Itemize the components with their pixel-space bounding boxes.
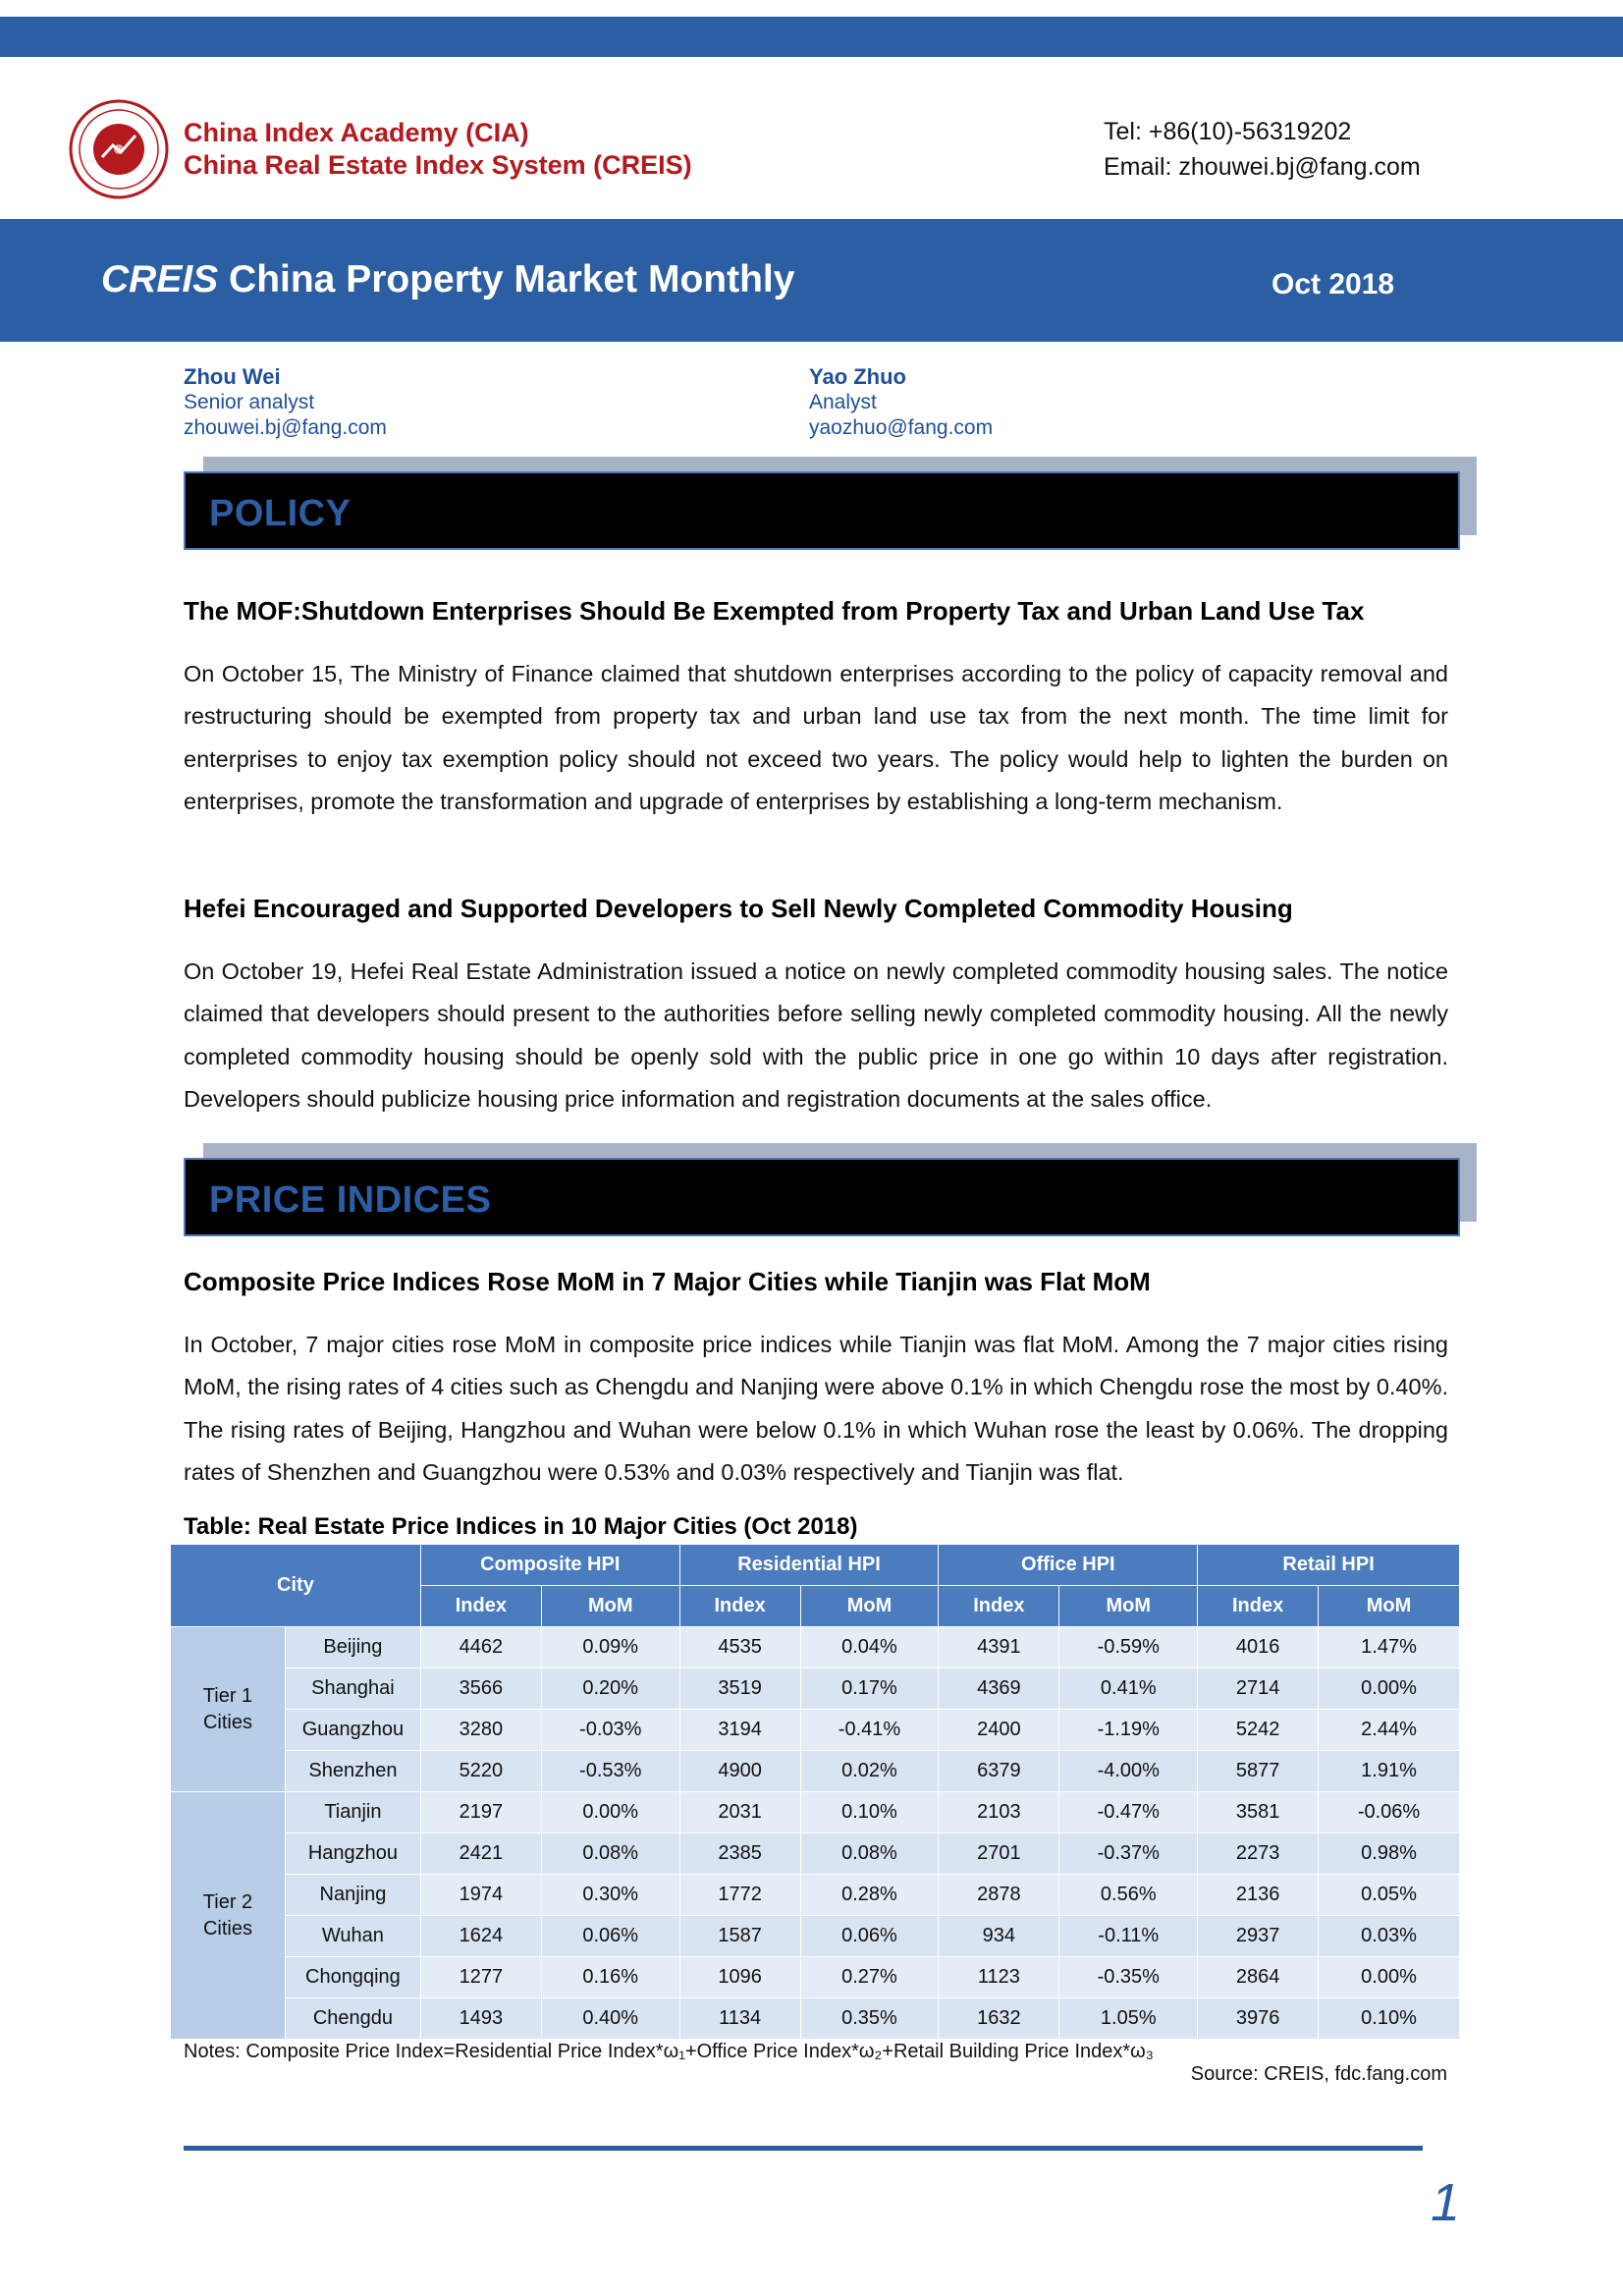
table-cell: 1624 <box>420 1916 541 1957</box>
table-cell: -0.06% <box>1319 1792 1460 1833</box>
table-cell: -0.11% <box>1059 1916 1198 1957</box>
table-cell: 0.00% <box>1319 1957 1460 1998</box>
table-cell: 0.06% <box>800 1916 939 1957</box>
sub-header: Index <box>1198 1586 1319 1627</box>
table-cell: 2136 <box>1198 1875 1319 1916</box>
table-cell: 2385 <box>679 1833 800 1875</box>
group-header: Retail HPI <box>1198 1545 1460 1586</box>
table-cell: 0.30% <box>541 1875 679 1916</box>
author-2 <box>809 364 993 441</box>
table-cell: 0.10% <box>800 1792 939 1833</box>
table-cell: 0.41% <box>1059 1668 1198 1710</box>
table-cell: 0.17% <box>800 1668 939 1710</box>
policy-heading-1: The MOF:Shutdown Enterprises Should Be Exempted from Property Tax and Urban Land Use Tax <box>184 596 1365 626</box>
policy-heading-2: Hefei Encouraged and Supported Developers to Sell Newly Completed Commodity Housing <box>184 894 1293 923</box>
table-cell: 0.03% <box>1319 1916 1460 1957</box>
title-prefix: CREIS <box>101 258 219 301</box>
table-cell: 1632 <box>939 1998 1059 2040</box>
table-cell: 0.02% <box>800 1751 939 1792</box>
author-name: Yao Zhuo <box>809 364 906 389</box>
table-cell: 1123 <box>939 1957 1059 1998</box>
city-name: Guangzhou <box>285 1710 420 1751</box>
table-row <box>171 1833 1460 1875</box>
table-row <box>171 1627 1460 1668</box>
org-line-2: China Real Estate Index System (CREIS) <box>184 150 692 180</box>
table-cell: 0.40% <box>541 1998 679 2040</box>
table-cell: 4369 <box>939 1668 1059 1710</box>
city-name: Shanghai <box>285 1668 420 1710</box>
author-1 <box>184 364 387 441</box>
table-cell: -4.00% <box>1059 1751 1198 1792</box>
table-cell: 3519 <box>679 1668 800 1710</box>
city-name: Shenzhen <box>285 1751 420 1792</box>
cia-seal-logo <box>65 98 173 200</box>
table-row <box>171 1916 1460 1957</box>
table-cell: 2864 <box>1198 1957 1319 1998</box>
sub-header: MoM <box>800 1586 939 1627</box>
title-rest: China Property Market Monthly <box>218 258 795 301</box>
table-cell: 1096 <box>679 1957 800 1998</box>
price-index-table <box>170 1544 1460 2040</box>
table-notes: Notes: Composite Price Index=Residential Price Index*ω₁+Office Price Index*ω₂+Retail Building Price Index*ω₃ <box>184 2041 1154 2062</box>
policy-paragraph-1: On October 15, The Ministry of Finance claimed that shutdown enterprises according to the policy of capacity removal and restructuring should be exempted from property tax and urban land use tax from the next month. The time limit for enterprises to enjoy tax exemption policy should not exceed two years. The policy would help to lighten the burden on enterprises, promote the transformation and upgrade of enterprises by establishing a long-term mechanism. <box>184 661 1448 814</box>
table-cell: 2878 <box>939 1875 1059 1916</box>
table-cell: 1772 <box>679 1875 800 1916</box>
table-cell: 0.05% <box>1319 1875 1460 1916</box>
table-cell: 934 <box>939 1916 1059 1957</box>
table-cell: 0.00% <box>541 1792 679 1833</box>
policy-paragraph-2: On October 19, Hefei Real Estate Administration issued a notice on newly completed commodity housing sales. The notice claimed that developers should present to the authorities before selling newly completed commodity housing. All the newly completed commodity housing should be openly sold with the public price in one go within 10 days after registration. Developers should publicize housing price information and registration documents at the sales office. <box>184 958 1448 1112</box>
table-cell: -0.37% <box>1059 1833 1198 1875</box>
footer-line <box>184 2146 1423 2151</box>
table-cell: 0.06% <box>541 1916 679 1957</box>
table-cell: -0.59% <box>1059 1627 1198 1668</box>
city-name: Chongqing <box>285 1957 420 1998</box>
tier-label: Tier 2 Cities <box>171 1792 286 2040</box>
email-link[interactable]: Email: zhouwei.bj@fang.com <box>1104 153 1421 181</box>
table-cell: -1.19% <box>1059 1710 1198 1751</box>
table-row <box>171 1998 1460 2040</box>
table-cell: 3976 <box>1198 1998 1319 2040</box>
author-name: Zhou Wei <box>184 364 281 389</box>
section-label: PRICE INDICES <box>209 1179 492 1221</box>
table-cell: 0.20% <box>541 1668 679 1710</box>
city-name: Beijing <box>285 1627 420 1668</box>
table-cell: 1.91% <box>1319 1751 1460 1792</box>
table-cell: 4016 <box>1198 1627 1319 1668</box>
table-cell: 1.05% <box>1059 1998 1198 2040</box>
table-cell: 2273 <box>1198 1833 1319 1875</box>
table-cell: -0.35% <box>1059 1957 1198 1998</box>
table-cell: 2.44% <box>1319 1710 1460 1751</box>
sub-header: Index <box>939 1586 1059 1627</box>
tier-label: Tier 1 Cities <box>171 1627 286 1792</box>
organization-name <box>184 117 692 182</box>
title-band <box>0 219 1623 342</box>
table-cell: 3581 <box>1198 1792 1319 1833</box>
group-header: Composite HPI <box>420 1545 679 1586</box>
table-cell: 5877 <box>1198 1751 1319 1792</box>
table-cell: 0.08% <box>800 1833 939 1875</box>
table-cell: 0.28% <box>800 1875 939 1916</box>
table-cell: 2701 <box>939 1833 1059 1875</box>
table-cell: 0.08% <box>541 1833 679 1875</box>
table-cell: 2400 <box>939 1710 1059 1751</box>
table-title: Table: Real Estate Price Indices in 10 Major Cities (Oct 2018) <box>184 1513 858 1540</box>
table-cell: 1134 <box>679 1998 800 2040</box>
table-cell: -0.47% <box>1059 1792 1198 1833</box>
table-cell: 0.09% <box>541 1627 679 1668</box>
table-row <box>171 1792 1460 1833</box>
price-heading-1: Composite Price Indices Rose MoM in 7 Major Cities while Tianjin was Flat MoM <box>184 1267 1151 1296</box>
table-cell: 1.47% <box>1319 1627 1460 1668</box>
author-email[interactable]: yaozhuo@fang.com <box>809 416 994 439</box>
group-header: Residential HPI <box>679 1545 939 1586</box>
city-name: Wuhan <box>285 1916 420 1957</box>
table-cell: 4535 <box>679 1627 800 1668</box>
policy-section-header <box>184 471 1460 550</box>
top-bar <box>0 17 1623 57</box>
section-label: POLICY <box>209 493 352 534</box>
table-cell: 2937 <box>1198 1916 1319 1957</box>
table-header-row <box>171 1545 1460 1586</box>
table-cell: 1493 <box>420 1998 541 2040</box>
table-row <box>171 1875 1460 1916</box>
sub-header: MoM <box>1059 1586 1198 1627</box>
table-cell: 3566 <box>420 1668 541 1710</box>
sub-header: MoM <box>1319 1586 1460 1627</box>
report-date: Oct 2018 <box>1271 268 1395 301</box>
table-cell: 2197 <box>420 1792 541 1833</box>
price-section-header <box>184 1158 1460 1236</box>
author-role: Senior analyst <box>184 391 315 413</box>
author-role: Analyst <box>809 391 877 413</box>
table-row <box>171 1751 1460 1792</box>
table-cell: 4391 <box>939 1627 1059 1668</box>
city-header: City <box>171 1545 421 1627</box>
sub-header: Index <box>420 1586 541 1627</box>
table-cell: 0.10% <box>1319 1998 1460 2040</box>
table-cell: 0.04% <box>800 1627 939 1668</box>
table-cell: 0.98% <box>1319 1833 1460 1875</box>
page-number: 1 <box>1431 2173 1461 2232</box>
sub-header: Index <box>679 1586 800 1627</box>
table-row <box>171 1957 1460 1998</box>
city-name: Nanjing <box>285 1875 420 1916</box>
city-name: Chengdu <box>285 1998 420 2040</box>
table-cell: 2714 <box>1198 1668 1319 1710</box>
sub-header: MoM <box>541 1586 679 1627</box>
telephone: Tel: +86(10)-56319202 <box>1104 118 1352 145</box>
table-cell: -0.03% <box>541 1710 679 1751</box>
table-cell: 0.35% <box>800 1998 939 2040</box>
table-cell: 4900 <box>679 1751 800 1792</box>
group-header: Office HPI <box>939 1545 1198 1586</box>
table-cell: -0.41% <box>800 1710 939 1751</box>
table-cell: 0.56% <box>1059 1875 1198 1916</box>
contact-info <box>1104 114 1421 185</box>
table-cell: 5220 <box>420 1751 541 1792</box>
table-row <box>171 1668 1460 1710</box>
table-cell: 2421 <box>420 1833 541 1875</box>
section-box <box>184 471 1460 550</box>
price-paragraph-1: In October, 7 major cities rose MoM in composite price indices while Tianjin was flat MoM. Among the 7 major cities rising MoM, the rising rates of 4 cities such as Chengdu and Nanjing were above 0.1% in which Chengdu rose the most by 0.40%. The rising rates of Beijing, Hangzhou and Wuhan were below 0.1% in which Wuhan rose the least by 0.06%. The dropping rates of Shenzhen and Guangzhou were 0.53% and 0.03% respectively and Tianjin was flat. <box>184 1332 1448 1485</box>
table-cell: -0.53% <box>541 1751 679 1792</box>
table-cell: 3280 <box>420 1710 541 1751</box>
table-cell: 3194 <box>679 1710 800 1751</box>
table-cell: 5242 <box>1198 1710 1319 1751</box>
table-cell: 1587 <box>679 1916 800 1957</box>
table-cell: 0.27% <box>800 1957 939 1998</box>
table-cell: 1277 <box>420 1957 541 1998</box>
table-cell: 2103 <box>939 1792 1059 1833</box>
table-cell: 4462 <box>420 1627 541 1668</box>
table-cell: 0.16% <box>541 1957 679 1998</box>
city-name: Hangzhou <box>285 1833 420 1875</box>
table-cell: 1974 <box>420 1875 541 1916</box>
org-line-1: China Index Academy (CIA) <box>184 118 529 147</box>
table-cell: 6379 <box>939 1751 1059 1792</box>
table-cell: 0.00% <box>1319 1668 1460 1710</box>
table-source: Source: CREIS, fdc.fang.com <box>1190 2063 1447 2085</box>
table-row <box>171 1710 1460 1751</box>
table-cell: 2031 <box>679 1792 800 1833</box>
report-title <box>101 258 794 301</box>
author-email[interactable]: zhouwei.bj@fang.com <box>184 416 387 439</box>
city-name: Tianjin <box>285 1792 420 1833</box>
